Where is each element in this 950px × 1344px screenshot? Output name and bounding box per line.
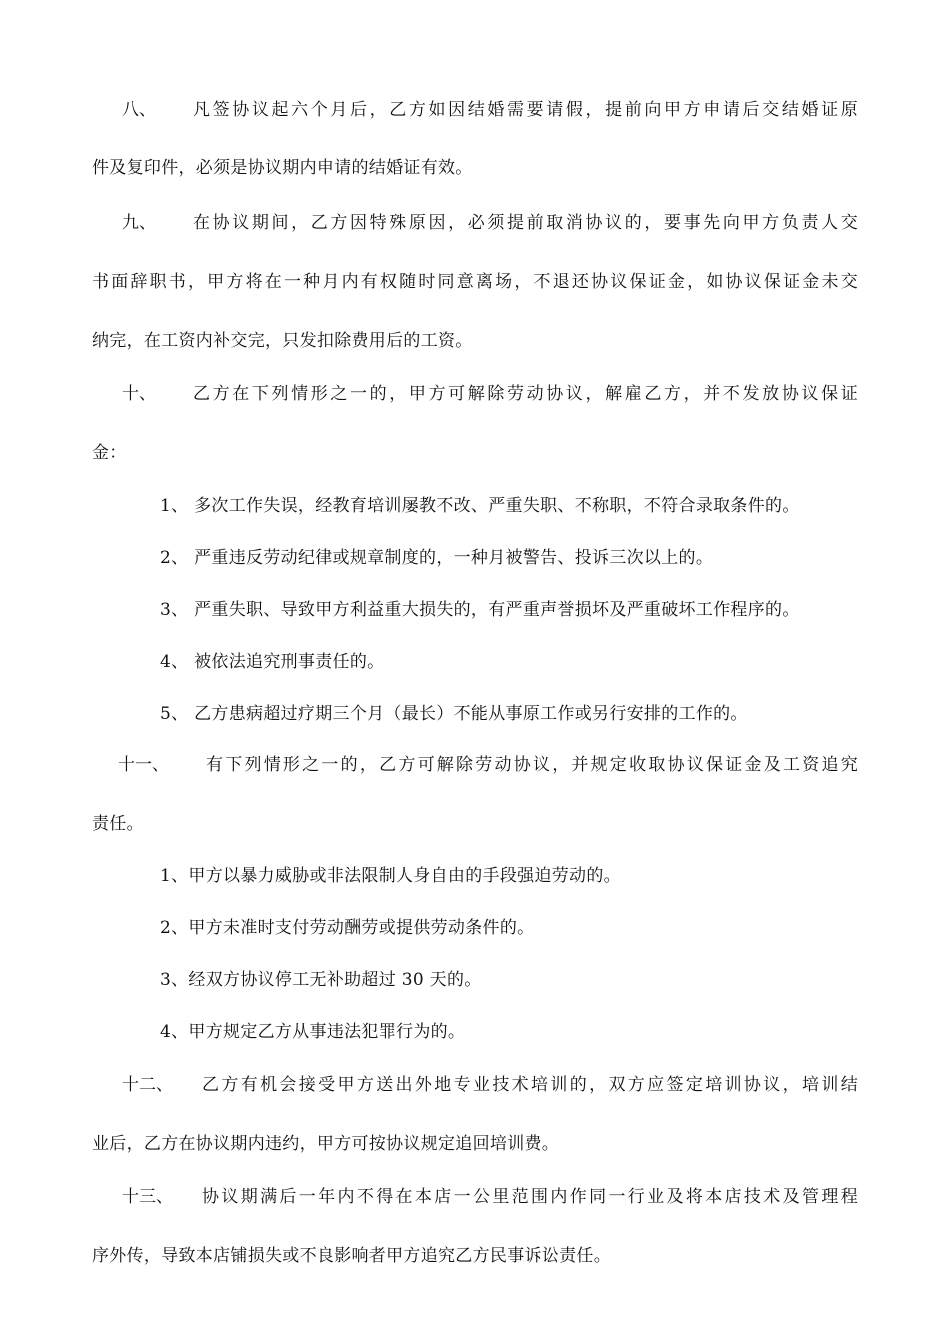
clause-text-line: 在协议期间，乙方因特殊原因，必须提前取消协议的，要事先向甲方负责人交 [193,213,858,233]
list-item: 3、 严重失职、导致甲方利益重大损失的，有严重声誉损坏及严重破坏工作程序的。 [160,600,800,620]
clause-text-line: 书面辞职书，甲方将在一种月内有权随时同意离场，不退还协议保证金，如协议保证金未交 [92,272,858,292]
clause-number: 九、 [122,213,156,233]
list-item: 4、甲方规定乙方从事违法犯罪行为的。 [160,1022,466,1042]
clause-text-line: 责任。 [92,814,144,834]
clause-text-line: 有下列情形之一的，乙方可解除劳动协议，并规定收取协议保证金及工资追究 [206,755,858,775]
clause-number: 八、 [122,100,156,120]
clause-text-line: 金： [92,443,127,463]
clause-text-line: 协议期满后一年内不得在本店一公里范围内作同一行业及将本店技术及管理程 [202,1187,858,1207]
list-item: 4、 被依法追究刑事责任的。 [160,652,385,672]
list-item: 1、 多次工作失误，经教育培训屡教不改、严重失职、不称职，不符合录取条件的。 [160,496,800,516]
clause-number: 十一、 [118,755,169,775]
clause-text-line: 序外传，导致本店铺损失或不良影响者甲方追究乙方民事诉讼责任。 [92,1246,611,1266]
clause-text-line: 业后，乙方在协议期内违约，甲方可按协议规定追回培训费。 [92,1134,560,1154]
clause-text-line: 件及复印件，必须是协议期内申请的结婚证有效。 [92,158,473,178]
list-item: 2、甲方未准时支付劳动酬劳或提供劳动条件的。 [160,918,535,938]
clause-number: 十三、 [122,1187,173,1207]
list-item: 5、 乙方患病超过疗期三个月（最长）不能从事原工作或另行安排的工作的。 [160,704,748,724]
clause-text-line: 乙方在下列情形之一的，甲方可解除劳动协议，解雇乙方，并不发放协议保证 [193,384,858,404]
clause-number: 十、 [122,384,156,404]
list-item: 3、经双方协议停工无补助超过 30 天的。 [160,970,482,990]
clause-text-line: 凡签协议起六个月后，乙方如因结婚需要请假，提前向甲方申请后交结婚证原 [193,100,858,120]
list-item: 2、 严重违反劳动纪律或规章制度的，一种月被警告、投诉三次以上的。 [160,548,714,568]
clause-number: 十二、 [122,1075,173,1095]
list-item: 1、甲方以暴力威胁或非法限制人身自由的手段强迫劳动的。 [160,866,621,886]
clause-text-line: 乙方有机会接受甲方送出外地专业技术培训的，双方应签定培训协议，培训结 [202,1075,858,1095]
clause-text-line: 纳完，在工资内补交完，只发扣除费用后的工资。 [92,331,473,351]
